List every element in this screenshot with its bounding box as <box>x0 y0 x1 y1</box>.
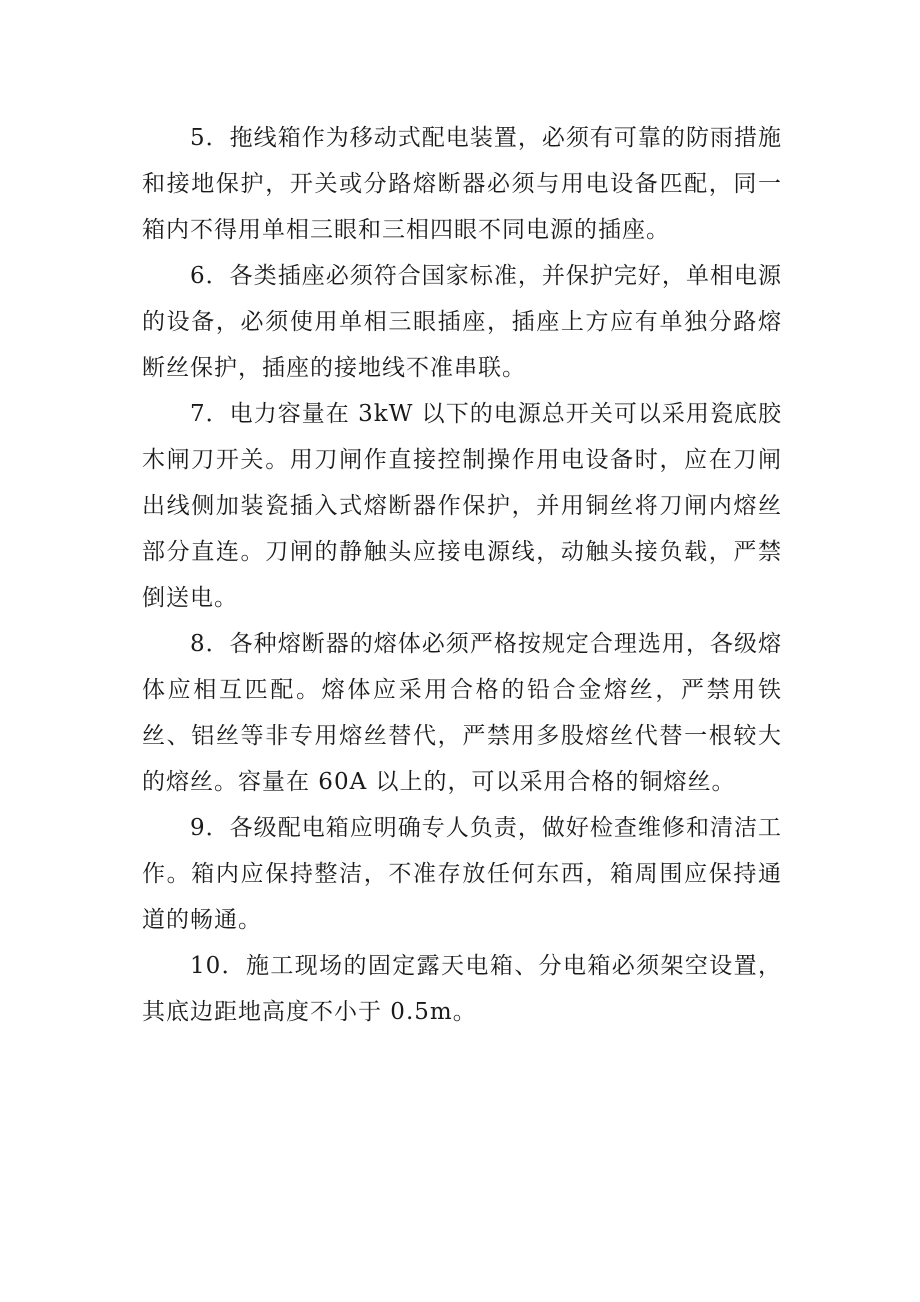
paragraph-item-9: 9．各级配电箱应明确专人负责，做好检查维修和清洁工作。箱内应保持整洁，不准存放任何东西，箱周围应保持通道的畅通。 <box>142 815 782 933</box>
paragraph-item-5: 5．拖线箱作为移动式配电装置，必须有可靠的防雨措施和接地保护，开关或分路熔断器必须与用电设备匹配，同一箱内不得用单相三眼和三相四眼不同电源的插座。 <box>142 125 782 243</box>
paragraph-item-8: 8．各种熔断器的熔体必须严格按规定合理选用，各级熔体应相互匹配。熔体应采用合格的铅合金熔丝，严禁用铁丝、铝丝等非专用熔丝替代，严禁用多股熔丝代替一根较大的熔丝。容量在 60A 以上的，可以采用合格的铜熔丝。 <box>142 631 782 795</box>
document-body <box>142 115 782 1035</box>
paragraph-item-10: 10．施工现场的固定露天电箱、分电箱必须架空设置，其底边距地高度不小于 0.5m。 <box>142 953 782 1025</box>
paragraph-item-6: 6．各类插座必须符合国家标准，并保护完好，单相电源的设备，必须使用单相三眼插座，插座上方应有单独分路熔断丝保护，插座的接地线不准串联。 <box>142 263 782 381</box>
paragraph-item-7: 7．电力容量在 3kW 以下的电源总开关可以采用瓷底胶木闸刀开关。用刀闸作直接控制操作用电设备时，应在刀闸出线侧加装瓷插入式熔断器作保护，并用铜丝将刀闸内熔丝部分直连。刀闸的静触头应接电源线，动触头接负载，严禁倒送电。 <box>142 401 782 611</box>
